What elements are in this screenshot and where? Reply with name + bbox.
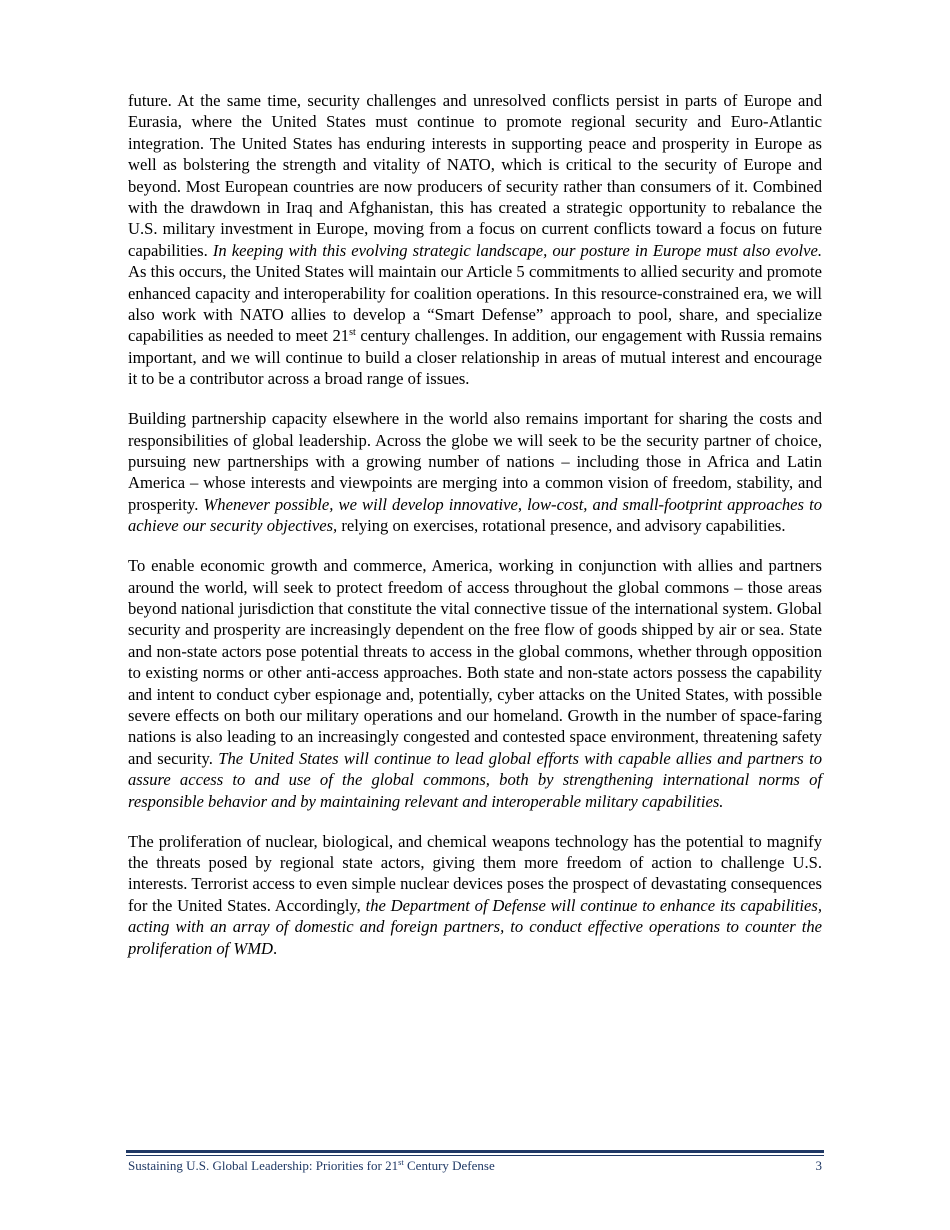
paragraph-europe [128, 90, 822, 390]
footer-page-number: 3 [815, 1158, 822, 1173]
footer-rule-thick [126, 1150, 824, 1153]
superscript-text: st [349, 327, 356, 339]
document-body [128, 90, 822, 977]
footer-row [126, 1158, 824, 1174]
text-run: The proliferation of nuclear, biological, and chemical weapons technology has the potential to magnify the threats posed by regional state actors, giving them more freedom of action to challenge U.S. interests. Terrorist access to even simple nuclear devices poses the prospect of devastating consequences for the United States. Accordingly, [128, 831, 822, 915]
footer-title-prefix: Sustaining U.S. Global Leadership: Priorities for 21 [128, 1158, 399, 1173]
text-run: relying on exercises, rotational presence, and advisory capabilities. [337, 516, 786, 536]
text-run: . [273, 938, 278, 958]
paragraph-partnership-capacity [128, 408, 822, 536]
footer-title-sup: st [398, 1157, 404, 1167]
footer-title-suffix: Century Defense [403, 1158, 495, 1173]
italic-text: the Department of Defense will continue to enhance its capabilities, acting with an array of domestic and foreign partners, to conduct effective operations to counter the proliferation of WMD [128, 895, 822, 958]
text-run: To enable economic growth and commerce, America, working in conjunction with allies and partners around the world, will seek to protect freedom of access throughout the global commons – those areas beyond national jurisdiction that constitute the vital connective tissue of the international system. Global security and prosperity are increasingly dependent on the free flow of goods shipped by air or sea. State and non-state actors pose potential threats to access in the global commons, whether through opposition to existing norms or other anti-access approaches. Both state and non-state actors possess the capability and intent to conduct cyber espionage and, potentially, cyber attacks on the United States, with possible severe effects on both our military operations and our homeland. Growth in the number of space-faring nations is also leading to an increasingly congested and contested space environment, threatening safety and security. [128, 556, 823, 768]
italic-text: The United States will continue to lead global efforts with capable allies and partners to assure access to and use of the global commons, both by strengthening international norms of responsible behavior and by maintaining relevant and interoperable military capabilities. [128, 748, 823, 811]
paragraph-wmd-proliferation [128, 831, 822, 959]
text-run: future. At the same time, security challenges and unresolved conflicts persist in parts of Europe and Eurasia, where the United States must continue to promote regional security and Euro-Atlantic integration. The United States has enduring interests in supporting peace and prosperity in Europe as well as bolstering the strength and vitality of NATO, which is critical to the security of Europe and beyond. Most European countries are now producers of security rather than consumers of it. Combined with the drawdown in Iraq and Afghanistan, this has created a strategic opportunity to rebalance the U.S. military investment in Europe, moving from a focus on current conflicts toward a focus on future capabilities. [128, 91, 822, 260]
page-footer [126, 1150, 824, 1174]
text-run: As this occurs, the United States will maintain our Article 5 commitments to allied security and promote enhanced capacity and interoperability for coalition operations. In this resource-constrained era, we will also work with NATO allies to develop a “Smart Defense” approach to pool, share, and specialize capabilities as needed to meet 21 [128, 262, 822, 346]
text-run: century challenges. In addition, our engagement with Russia remains important, and we will continue to build a closer relationship in areas of mutual interest and encourage it to be a contributor across a broad range of issues. [128, 326, 822, 389]
footer-document-title [128, 1158, 495, 1174]
italic-text: In keeping with this evolving strategic landscape, our posture in Europe must also evolve. [212, 240, 822, 260]
paragraph-global-commons [128, 555, 822, 812]
italic-text: Whenever possible, we will develop innovative, low-cost, and small-footprint approaches to achieve our security objectives, [128, 494, 822, 536]
footer-rule-thin [126, 1155, 824, 1156]
text-run: Building partnership capacity elsewhere in the world also remains important for sharing the costs and responsibilities of global leadership. Across the globe we will seek to be the security partner of choice, pursuing new partnerships with a growing number of nations – including those in Africa and Latin America – whose interests and viewpoints are merging into a common vision of freedom, stability, and prosperity. [128, 409, 822, 514]
